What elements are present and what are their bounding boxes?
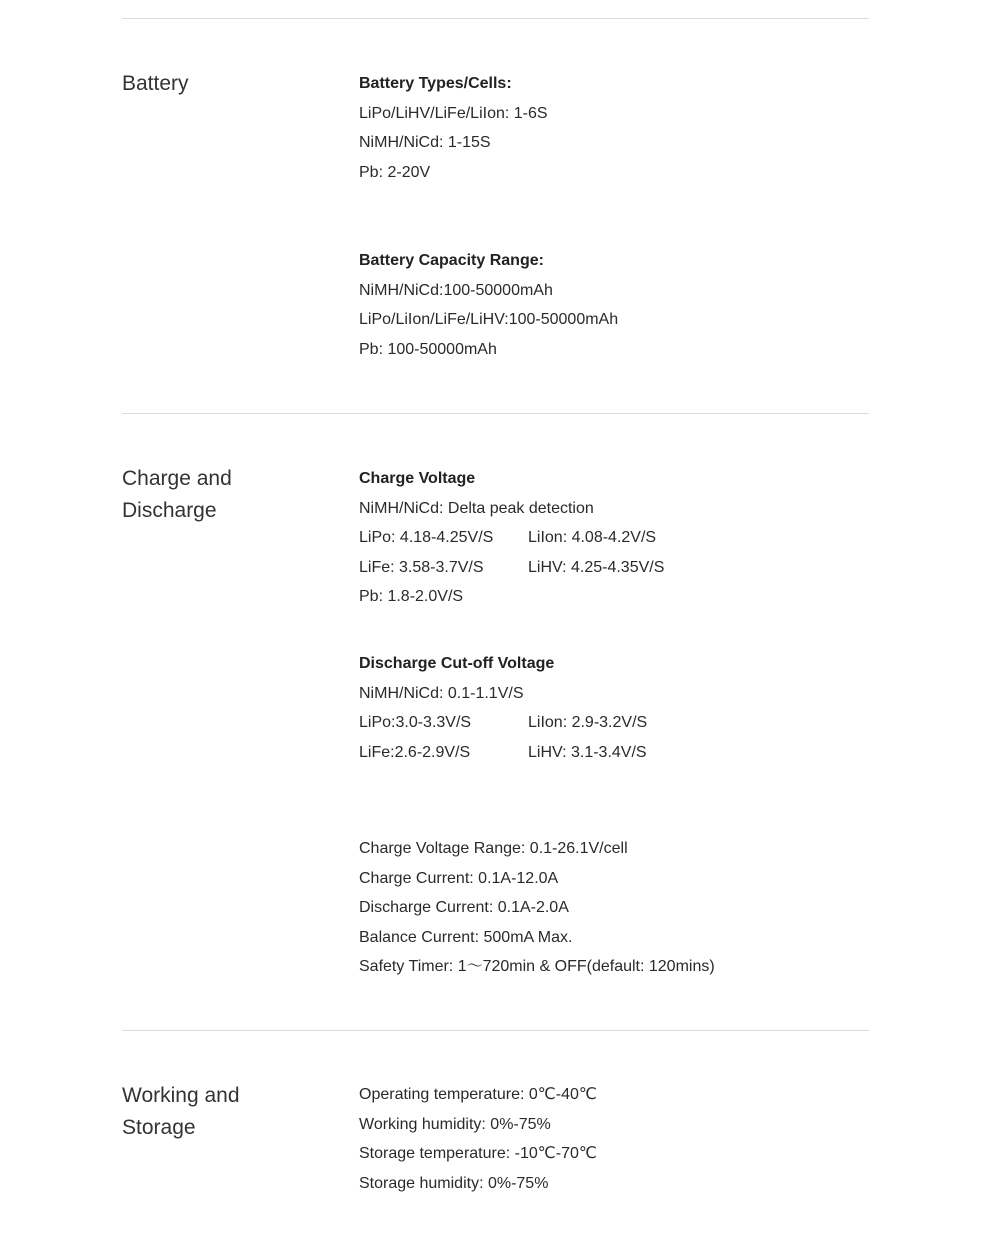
discharge-cutoff-cell: LiPo:3.0-3.3V/S bbox=[359, 714, 472, 731]
discharge-cutoff-cell: LiFe:2.6-2.9V/S bbox=[359, 743, 471, 761]
battery-types-line: LiPo/LiHV/LiFe/LiIon: 1-6S bbox=[359, 104, 548, 122]
section-title-battery bbox=[122, 68, 322, 100]
section-title-working bbox=[122, 1080, 322, 1144]
charge-title-line2: Discharge bbox=[122, 499, 217, 522]
battery-types-line: Pb: 2-20V bbox=[359, 163, 431, 181]
battery-capacity-heading: Battery Capacity Range: bbox=[359, 252, 544, 269]
discharge-cutoff-block bbox=[359, 649, 859, 767]
battery-capacity-line: NiMH/NiCd:100-50000mAh bbox=[359, 281, 553, 299]
charge-spec-line: Charge Current: 0.1A-12.0A bbox=[359, 869, 559, 887]
charge-voltage-line: NiMH/NiCd: Delta peak detection bbox=[359, 499, 594, 517]
working-title-line1: Working and bbox=[122, 1084, 240, 1107]
charge-voltage-cell: LiIon: 4.08-4.2V/S bbox=[528, 529, 657, 546]
charge-voltage-line: Pb: 1.8-2.0V/S bbox=[359, 588, 464, 605]
charge-voltage-cell: LiHV: 4.25-4.35V/S bbox=[528, 558, 665, 576]
divider-charge bbox=[122, 1030, 869, 1031]
battery-types-line: NiMH/NiCd: 1-15S bbox=[359, 134, 491, 151]
charge-specs-block bbox=[359, 834, 859, 982]
charge-voltage-block bbox=[359, 464, 859, 612]
discharge-cutoff-cell: LiIon: 2.9-3.2V/S bbox=[528, 714, 648, 731]
discharge-cutoff-heading: Discharge Cut-off Voltage bbox=[359, 655, 555, 672]
charge-title-line1: Charge and bbox=[122, 467, 232, 490]
charge-voltage-row bbox=[359, 553, 859, 583]
charge-spec-line: Safety Timer: 1～720min & OFF(default: 120mins) bbox=[359, 958, 715, 975]
divider-battery bbox=[122, 413, 869, 414]
charge-voltage-cell: LiFe: 3.58-3.7V/S bbox=[359, 558, 484, 576]
divider-top bbox=[122, 18, 869, 19]
battery-capacity-line: Pb: 100-50000mAh bbox=[359, 340, 497, 358]
battery-types-heading: Battery Types/Cells: bbox=[359, 75, 512, 92]
battery-types-block bbox=[359, 69, 859, 187]
working-storage-block bbox=[359, 1080, 859, 1198]
battery-capacity-line: LiPo/LiIon/LiFe/LiHV:100-50000mAh bbox=[359, 311, 619, 328]
charge-voltage-cell: LiPo: 4.18-4.25V/S bbox=[359, 529, 494, 546]
working-storage-line: Storage humidity: 0%-75% bbox=[359, 1174, 549, 1192]
battery-title: Battery bbox=[122, 72, 189, 95]
battery-capacity-block bbox=[359, 246, 859, 364]
working-title-line2: Storage bbox=[122, 1116, 196, 1139]
working-storage-line: Working humidity: 0%-75% bbox=[359, 1115, 551, 1133]
discharge-cutoff-line: NiMH/NiCd: 0.1-1.1V/S bbox=[359, 684, 524, 702]
charge-spec-line: Discharge Current: 0.1A-2.0A bbox=[359, 899, 569, 916]
discharge-cutoff-row bbox=[359, 738, 859, 768]
charge-voltage-row bbox=[359, 523, 859, 553]
charge-spec-line: Balance Current: 500mA Max. bbox=[359, 928, 573, 946]
working-storage-line: Operating temperature: 0℃-40℃ bbox=[359, 1086, 597, 1103]
charge-voltage-heading: Charge Voltage bbox=[359, 470, 476, 487]
charge-spec-line: Charge Voltage Range: 0.1-26.1V/cell bbox=[359, 840, 628, 857]
section-title-charge bbox=[122, 463, 322, 527]
discharge-cutoff-cell: LiHV: 3.1-3.4V/S bbox=[528, 743, 647, 761]
discharge-cutoff-row bbox=[359, 708, 859, 738]
working-storage-line: Storage temperature: -10℃-70℃ bbox=[359, 1145, 597, 1162]
